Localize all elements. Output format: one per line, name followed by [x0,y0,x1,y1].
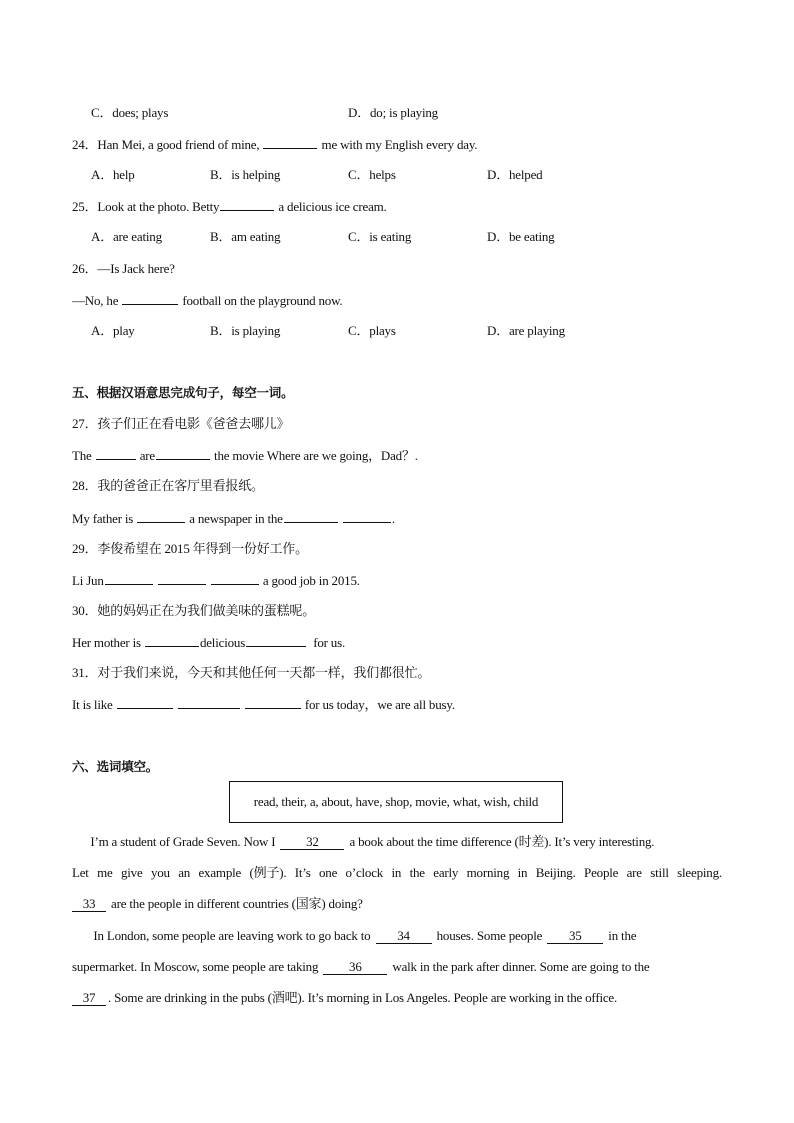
answer-blank[interactable] [156,447,210,460]
blank-37[interactable]: 37 [72,991,106,1006]
q27-sentence: The are the movie Where are we going，Dad？. [72,448,418,463]
q24-option-a: A．help [91,167,135,182]
answer-blank[interactable] [284,510,338,523]
q26-option-a: A．play [91,323,135,338]
passage-p2-line1: In London, some people are leaving work to go back to 34 houses. Some people 35 in the [93,928,637,943]
q25-option-d: D．be eating [487,229,555,244]
answer-blank[interactable] [137,510,185,523]
passage-word: in [391,865,402,880]
passage-word: still [650,865,669,880]
passage-word: morning [466,865,510,880]
section-5-heading: 五、根据汉语意思完成句子，每空一词。 [72,385,294,400]
q27-chinese: 27．孩子们正在看电影《爸爸去哪儿》 [72,416,290,431]
answer-blank[interactable] [220,198,274,211]
passage-p1-line1: I’m a student of Grade Seven. Now I 32 a book about the time difference (时差). It’s very interesting. [90,834,655,849]
passage-word: one [318,865,338,880]
blank-36[interactable]: 36 [323,960,387,975]
blank-33[interactable]: 33 [72,897,106,912]
answer-blank[interactable] [211,572,259,585]
word-bank-box [229,781,563,823]
blank-34[interactable]: 34 [376,929,432,944]
passage-word: example [198,865,242,880]
passage-word: It’s [294,865,311,880]
q29-sentence: Li Jun a good job in 2015. [72,573,360,588]
q26-stem: —No, he football on the playground now. [72,293,343,308]
passage-word: are [626,865,642,880]
passage-p2-line3: 37 . Some are drinking in the pubs (酒吧). It’s morning in Los Angeles. People are working in the office. [72,990,722,1006]
q24-stem: 24．Han Mei, a good friend of mine, me with my English every day. [72,137,478,152]
q28-chinese: 28．我的爸爸正在客厅里看报纸。 [72,478,264,493]
passage-word: o’clock [345,865,384,880]
passage-word: give [120,865,143,880]
q31-sentence: It is like for us today，we are all busy. [72,697,455,712]
answer-blank[interactable] [122,292,178,305]
passage-word: you [150,865,170,880]
answer-blank[interactable] [245,696,301,709]
q26-option-d: D．are playing [487,323,565,338]
answer-blank[interactable] [178,696,240,709]
passage-word: early [433,865,459,880]
q25-option-a: A．are eating [91,229,162,244]
passage-p1-line3: 33 are the people in different countries (国家) doing? [72,896,722,912]
passage-word: sleeping. [677,865,722,880]
passage-word: me [97,865,113,880]
q25-option-b: B．am eating [210,229,281,244]
q26-option-b: B．is playing [210,323,281,338]
q23-option-c: C．does; plays [91,105,169,120]
passage-word: an [178,865,191,880]
blank-35[interactable]: 35 [547,929,603,944]
q26-option-c: C．plays [348,323,396,338]
passage-word: in [517,865,528,880]
passage-word: People [584,865,619,880]
passage-word: Let [72,865,89,880]
q25-option-c: C．is eating [348,229,412,244]
passage-word: (例子). [249,865,287,880]
q31-chinese: 31．对于我们来说，今天和其他任何一天都一样，我们都很忙。 [72,665,431,680]
passage-word: Beijing. [535,865,576,880]
answer-blank[interactable] [158,572,206,585]
answer-blank[interactable] [96,447,136,460]
blank-32[interactable]: 32 [280,835,344,850]
q29-chinese: 29．李俊希望在 2015 年得到一份好工作。 [72,541,308,556]
answer-blank[interactable] [105,572,153,585]
q30-sentence: Her mother is delicious for us. [72,635,346,650]
answer-blank[interactable] [246,634,306,647]
answer-blank[interactable] [145,634,199,647]
q24-option-c: C．helps [348,167,396,182]
section-6-heading: 六、选词填空。 [72,759,159,774]
passage-p2-line2: supermarket. In Moscow, some people are taking 36 walk in the park after dinner. Some are going to the [72,959,650,974]
passage-word: the [409,865,425,880]
q23-option-d: D．do; is playing [348,105,438,120]
answer-blank[interactable] [343,510,391,523]
q25-stem: 25．Look at the photo. Betty a delicious ice cream. [72,199,387,214]
answer-blank[interactable] [117,696,173,709]
answer-blank[interactable] [263,136,317,149]
q24-option-b: B．is helping [210,167,281,182]
passage-p1-line2 [72,865,722,881]
q30-chinese: 30．她的妈妈正在为我们做美味的蛋糕呢。 [72,603,316,618]
q24-option-d: D．helped [487,167,543,182]
q26-question: 26．—Is Jack here? [72,261,175,276]
q28-sentence: My father is a newspaper in the . [72,511,395,526]
word-bank-text: read, their, a, about, have, shop, movie, what, wish, child [253,794,539,809]
